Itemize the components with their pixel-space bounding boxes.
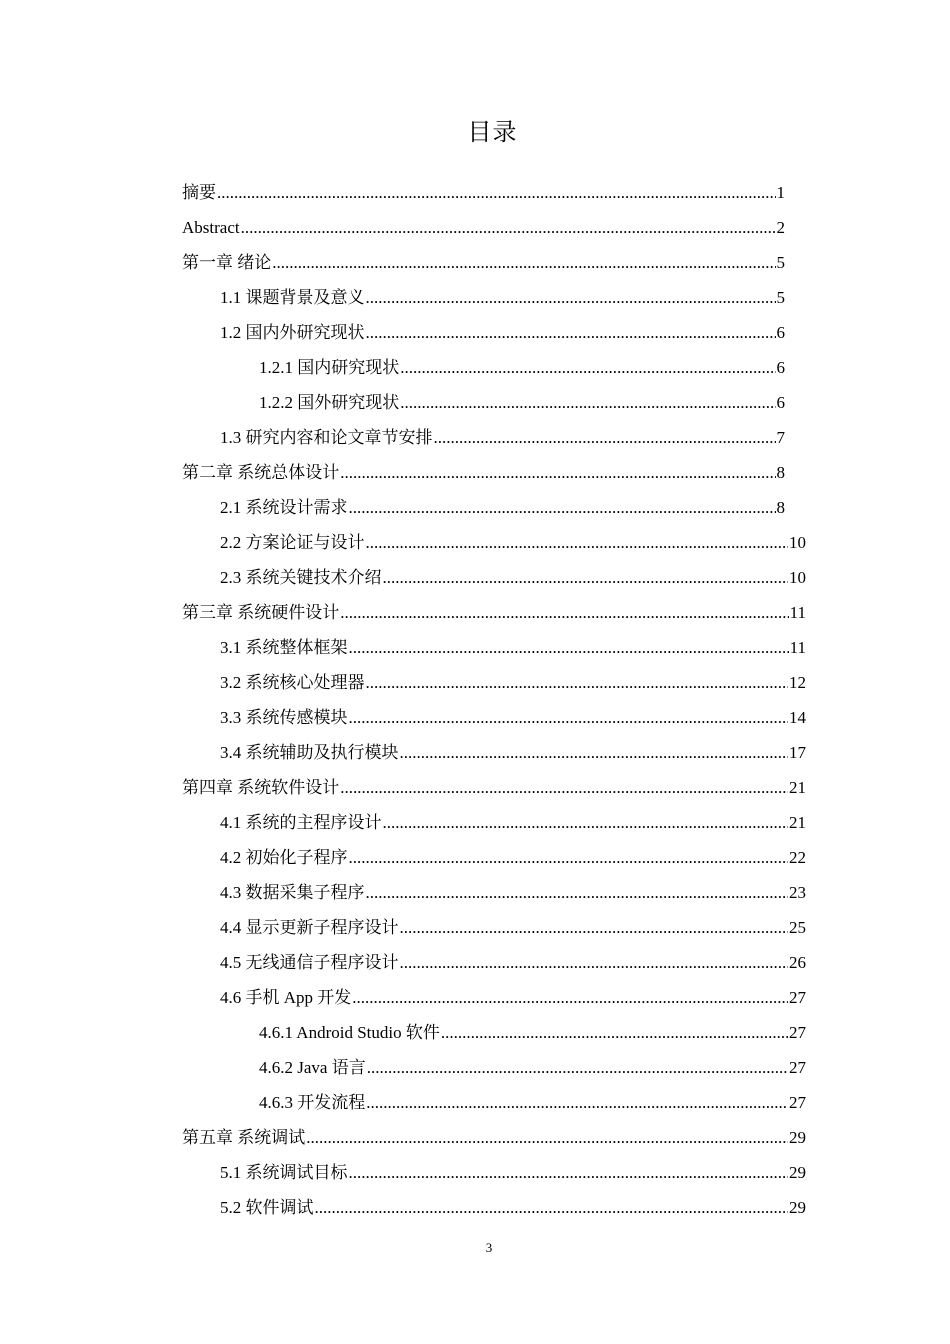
toc-entry-page-number: 17 [789, 743, 806, 762]
toc-entry[interactable] [182, 1190, 806, 1225]
toc-dot-leader [366, 875, 789, 910]
toc-entry-page-number: 22 [789, 848, 806, 867]
toc-entry-page-number: 27 [789, 1023, 806, 1042]
toc-entry-title: 第二章 系统总体设计 [182, 463, 340, 482]
toc-entry-title: 4.3 数据采集子程序 [220, 883, 365, 902]
toc-entry[interactable] [182, 910, 806, 945]
toc-entry[interactable] [182, 1155, 806, 1190]
toc-dot-leader [217, 175, 776, 210]
toc-entry-title: 1.1 课题背景及意义 [220, 288, 365, 307]
toc-entry[interactable] [182, 1015, 806, 1050]
toc-entry[interactable] [182, 945, 806, 980]
toc-entry-page-number: 6 [776, 323, 785, 342]
toc-entry[interactable] [182, 420, 785, 455]
toc-dot-leader [366, 665, 789, 700]
toc-entry-title: 4.2 初始化子程序 [220, 848, 348, 867]
toc-entry-page-number: 11 [789, 638, 806, 657]
page-number: 3 [485, 1240, 493, 1255]
toc-dot-leader [383, 560, 789, 595]
toc-entry-page-number: 6 [776, 358, 785, 377]
toc-dot-leader [367, 1050, 788, 1085]
toc-entry-title: 2.2 方案论证与设计 [220, 533, 365, 552]
toc-dot-leader [400, 910, 789, 945]
toc-dot-leader [315, 1190, 789, 1225]
toc-dot-leader [383, 805, 789, 840]
toc-dot-leader [349, 700, 789, 735]
toc-dot-leader [366, 525, 789, 560]
toc-entry-title: Abstract [182, 218, 240, 237]
toc-entry[interactable] [182, 840, 806, 875]
toc-entry-page-number: 27 [789, 1058, 806, 1077]
toc-entry-title: 5.2 软件调试 [220, 1198, 314, 1217]
toc-dot-leader [306, 1120, 788, 1155]
toc-entry-title: 1.3 研究内容和论文章节安排 [220, 428, 433, 447]
toc-entry[interactable] [182, 490, 785, 525]
toc-entry-page-number: 7 [776, 428, 785, 447]
toc-entry[interactable] [182, 245, 785, 280]
toc-entry-page-number: 1 [776, 183, 785, 202]
toc-entry[interactable] [182, 525, 806, 560]
toc-entry[interactable] [182, 1050, 806, 1085]
toc-entry-page-number: 21 [789, 778, 806, 797]
toc-entry[interactable] [182, 350, 785, 385]
toc-entry-page-number: 21 [789, 813, 806, 832]
toc-entry[interactable] [182, 700, 806, 735]
toc-entry-page-number: 23 [789, 883, 806, 902]
toc-entry[interactable] [182, 1085, 806, 1120]
toc-dot-leader [349, 1155, 789, 1190]
toc-entry-page-number: 6 [776, 393, 785, 412]
toc-entry-title: 1.2.1 国内研究现状 [259, 358, 400, 377]
toc-entry-page-number: 26 [789, 953, 806, 972]
toc-entry-title: 3.1 系统整体框架 [220, 638, 348, 657]
toc-entry-page-number: 27 [789, 1093, 806, 1112]
toc-dot-leader [400, 735, 789, 770]
toc-dot-leader [366, 1085, 788, 1120]
toc-entry-page-number: 12 [789, 673, 806, 692]
toc-entry-title: 第五章 系统调试 [182, 1128, 306, 1147]
toc-entry[interactable] [182, 665, 806, 700]
toc-entry-title: 4.5 无线通信子程序设计 [220, 953, 399, 972]
toc-entry[interactable] [182, 630, 806, 665]
toc-dot-leader [400, 385, 775, 420]
toc-entry-page-number: 29 [789, 1128, 806, 1147]
toc-entry-page-number: 25 [789, 918, 806, 937]
toc-entry-page-number: 8 [776, 463, 785, 482]
toc-entry[interactable] [182, 595, 806, 630]
toc-entry-page-number: 14 [789, 708, 806, 727]
toc-entry[interactable] [182, 875, 806, 910]
toc-entry-title: 3.2 系统核心处理器 [220, 673, 365, 692]
toc-dot-leader [340, 595, 788, 630]
toc-entry[interactable] [182, 385, 785, 420]
toc-entry[interactable] [182, 770, 806, 805]
toc-dot-leader [349, 630, 789, 665]
toc-dot-leader [352, 980, 788, 1015]
toc-entry-page-number: 29 [789, 1163, 806, 1182]
toc-entry-page-number: 29 [789, 1198, 806, 1217]
toc-entry[interactable] [182, 455, 785, 490]
toc-entry-title: 第四章 系统软件设计 [182, 778, 340, 797]
toc-dot-leader [366, 315, 776, 350]
toc-entry-title: 2.1 系统设计需求 [220, 498, 348, 517]
toc-entry-page-number: 2 [776, 218, 785, 237]
toc-entry-title: 第一章 绪论 [182, 253, 272, 272]
toc-entry[interactable] [182, 735, 806, 770]
toc-entry-title: 3.4 系统辅助及执行模块 [220, 743, 399, 762]
toc-dot-leader [434, 420, 776, 455]
toc-entry-title: 第三章 系统硬件设计 [182, 603, 340, 622]
toc-dot-leader [441, 1015, 788, 1050]
toc-entry-title: 4.4 显示更新子程序设计 [220, 918, 399, 937]
toc-entry[interactable] [182, 175, 785, 210]
toc-dot-leader [340, 770, 788, 805]
toc-dot-leader [241, 210, 776, 245]
toc-entry[interactable] [182, 315, 785, 350]
toc-entry-page-number: 5 [776, 253, 785, 272]
toc-entry-page-number: 11 [789, 603, 806, 622]
toc-dot-leader [366, 280, 776, 315]
toc-entry-title: 4.6.1 Android Studio 软件 [259, 1023, 440, 1042]
toc-entry-page-number: 10 [789, 568, 806, 587]
toc-entry-title: 4.6 手机 App 开发 [220, 988, 352, 1007]
toc-entry-title: 摘要 [182, 183, 216, 202]
toc-entry[interactable] [182, 805, 806, 840]
toc-entry-title: 2.3 系统关键技术介绍 [220, 568, 382, 587]
toc-entry-page-number: 27 [789, 988, 806, 1007]
toc-entry-page-number: 8 [776, 498, 785, 517]
toc-dot-leader [272, 245, 775, 280]
toc-entry-page-number: 10 [789, 533, 806, 552]
toc-dot-leader [340, 455, 775, 490]
table-of-contents [182, 175, 806, 1225]
toc-entry-title: 4.6.2 Java 语言 [259, 1058, 366, 1077]
toc-entry[interactable] [182, 1120, 806, 1155]
toc-entry-title: 5.1 系统调试目标 [220, 1163, 348, 1182]
toc-entry-page-number: 5 [776, 288, 785, 307]
page-title: 目录 [467, 118, 518, 146]
toc-entry[interactable] [182, 280, 785, 315]
toc-entry[interactable] [182, 560, 806, 595]
toc-entry-title: 1.2.2 国外研究现状 [259, 393, 400, 412]
toc-entry-title: 4.1 系统的主程序设计 [220, 813, 382, 832]
toc-entry-title: 1.2 国内外研究现状 [220, 323, 365, 342]
toc-entry[interactable] [182, 210, 785, 245]
toc-dot-leader [400, 945, 789, 980]
toc-dot-leader [349, 840, 789, 875]
toc-entry[interactable] [182, 980, 806, 1015]
toc-entry-title: 4.6.3 开发流程 [259, 1093, 366, 1112]
toc-entry-title: 3.3 系统传感模块 [220, 708, 348, 727]
toc-dot-leader [400, 350, 775, 385]
toc-dot-leader [349, 490, 776, 525]
